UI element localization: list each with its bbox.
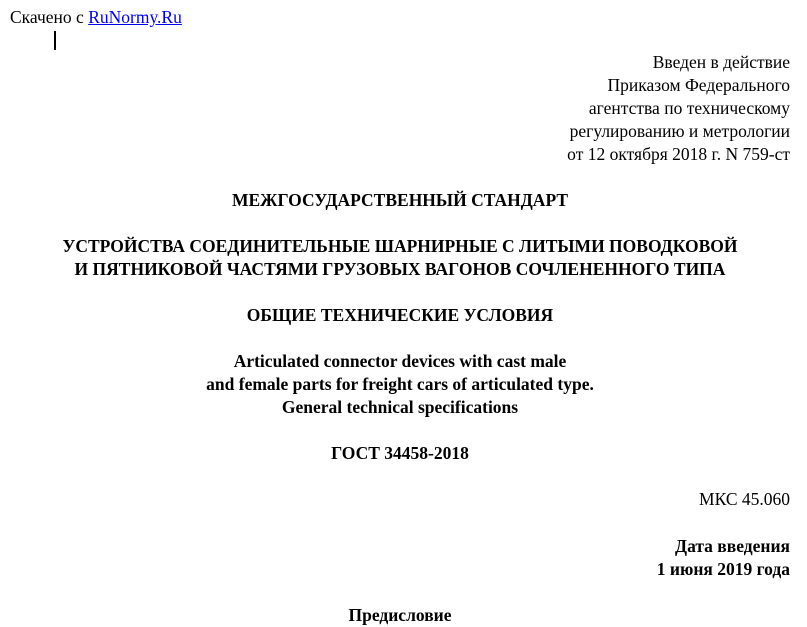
decree-line: регулированию и метрологии	[569, 121, 790, 141]
text-cursor	[54, 31, 56, 50]
source-prefix: Скачено с	[10, 7, 84, 27]
source-line	[10, 6, 182, 29]
mks-code-text: МКС 45.060	[699, 489, 790, 509]
intro-date-block	[657, 535, 790, 581]
source-link[interactable]: RuNormy.Ru	[88, 7, 182, 27]
standard-title-en	[0, 350, 800, 419]
standard-number	[0, 442, 800, 465]
decree-line: Введен в действие	[652, 52, 790, 72]
decree-line: агентства по техническому	[588, 98, 790, 118]
title-ru-line: И ПЯТНИКОВОЙ ЧАСТЯМИ ГРУЗОВЫХ ВАГОНОВ СОЧЛЕНЕННОГО ТИПА	[74, 259, 726, 279]
standard-title-ru	[0, 235, 800, 281]
title-en-line: General technical specifications	[281, 397, 519, 417]
intro-date-label: Дата введения	[675, 536, 790, 556]
decree-line: от 12 октября 2018 г. N 759-ст	[567, 144, 790, 164]
standard-subtitle-ru	[0, 304, 800, 327]
title-ru-line: УСТРОЙСТВА СОЕДИНИТЕЛЬНЫЕ ШАРНИРНЫЕ С ЛИТЫМИ ПОВОДКОВОЙ	[62, 236, 738, 256]
standard-number-text: ГОСТ 34458-2018	[331, 443, 469, 463]
standard-type-text: МЕЖГОСУДАРСТВЕННЫЙ СТАНДАРТ	[231, 190, 569, 210]
intro-date-value: 1 июня 2019 года	[656, 559, 790, 579]
mks-code	[699, 488, 790, 511]
foreword-heading-text: Предисловие	[348, 605, 452, 625]
standard-type	[0, 189, 800, 212]
decree-line: Приказом Федерального	[607, 75, 790, 95]
subtitle-ru-text: ОБЩИЕ ТЕХНИЧЕСКИЕ УСЛОВИЯ	[246, 305, 554, 325]
title-en-line: Articulated connector devices with cast male	[233, 351, 567, 371]
foreword-heading	[0, 604, 800, 627]
title-en-line: and female parts for freight cars of articulated type.	[206, 374, 594, 394]
decree-block	[567, 51, 790, 166]
